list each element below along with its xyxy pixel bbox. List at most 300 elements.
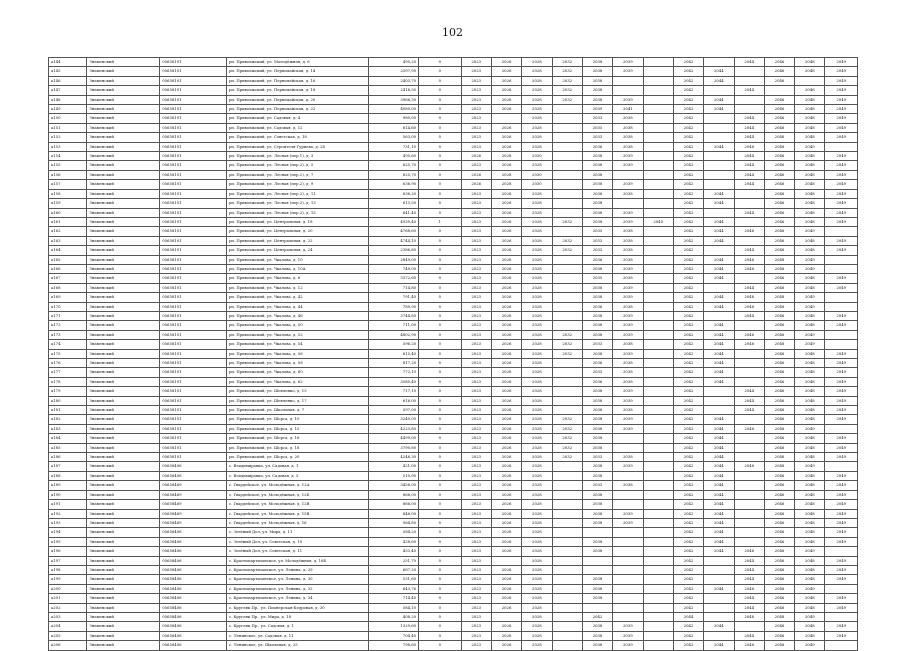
table-cell [613,603,643,612]
table-cell: 2028 [522,547,552,556]
table-cell: 2026 [491,368,521,377]
table-row [49,321,858,330]
table-cell: Знаменский [87,349,160,358]
table-cell: 714,80 [368,283,419,292]
table-cell: рп. Приволжский, ул. Центральная, д. 18 [226,217,368,226]
table-cell: рп. Приволжский, ул. Центральная, д. 24 [226,246,368,255]
table-cell: 2049 [825,631,858,640]
table-cell: 2048 [795,105,825,114]
table-cell: 2032 [552,67,582,76]
table-cell: Знаменский [87,283,160,292]
table-cell [613,500,643,509]
table-cell: 2044 [734,603,764,612]
table-cell: 0 [419,406,461,415]
table-cell: 2046 [764,406,794,415]
table-cell: 2023 [461,424,491,433]
table-row [49,283,858,292]
table-cell: 2026 [491,537,521,546]
table-cell: 510,90 [368,471,419,480]
table-cell [643,565,673,574]
table-cell: 2046 [764,123,794,132]
table-cell [491,556,521,565]
table-cell: 2046 [764,217,794,226]
table-cell: 2044 [704,453,734,462]
table-cell: 2042 [673,453,703,462]
table-cell: 0 [419,114,461,123]
table-cell: 2048 [795,603,825,612]
table-cell [613,575,643,584]
table-cell: 2049 [825,406,858,415]
table-cell: с. Гвардейское, ул. Молодёжная, д. 12А [226,481,368,490]
table-cell: с. Владимировка, ул. Садовая, д. 5 [226,471,368,480]
table-cell: 2042 [673,565,703,574]
table-cell: 2049 [825,481,858,490]
table-cell: 717,10 [368,387,419,396]
table-cell: 2046 [764,396,794,405]
table-cell: 05658101 [160,311,227,320]
table-cell: 2026 [491,283,521,292]
table-cell: 2048 [795,377,825,386]
table-cell: 2048 [795,217,825,226]
table-cell: 2026 [491,565,521,574]
table-cell: рп. Приволжский, ул. Советская, д. 18 [226,133,368,142]
table-cell: a158 [49,189,87,198]
table-cell: 2026 [491,133,521,142]
table-cell: 05658406 [160,556,227,565]
table-cell: 2038 [582,434,612,443]
table-cell: 2023 [461,330,491,339]
table-row [49,443,858,452]
table-cell: 2026 [491,453,521,462]
table-row [49,622,858,631]
table-cell: 2038 [582,199,612,208]
table-cell: 2028 [522,217,552,226]
table-cell [582,556,612,565]
table-cell: 2044 [704,481,734,490]
table-cell: 2046 [795,86,825,95]
table-cell: a203 [49,612,87,621]
table-cell: 05658101 [160,359,227,368]
table-cell: 2042 [673,86,703,95]
table-cell [643,170,673,179]
table-cell: 2042 [673,180,703,189]
table-cell: 2032 [552,236,582,245]
table-cell: 2044 [734,575,764,584]
table-cell [552,556,582,565]
table-cell: 2048 [764,641,794,650]
table-cell: 2039 [613,321,643,330]
table-cell: 2046 [734,340,764,349]
table-cell: 2023 [461,631,491,640]
table-cell: 2049 [825,396,858,405]
table-cell [825,547,858,556]
table-cell: 2049 [825,180,858,189]
table-cell: 2042 [673,490,703,499]
table-cell: 2048 [764,340,794,349]
table-cell: a173 [49,330,87,339]
table-cell: 2038 [582,58,612,67]
table-cell: 2048 [795,518,825,527]
table-cell [825,227,858,236]
table-cell: 596,20 [368,340,419,349]
table-cell: 2026 [491,95,521,104]
table-cell: 2042 [673,406,703,415]
table-cell: 0 [419,123,461,132]
table-cell [552,537,582,546]
table-cell: 2044 [704,537,734,546]
table-cell: 2044 [734,58,764,67]
table-cell: 2042 [673,133,703,142]
table-cell: 866,00 [368,490,419,499]
table-cell: 772,10 [368,368,419,377]
table-cell: Знаменский [87,603,160,612]
table-body [49,58,858,651]
table-cell: 2042 [673,481,703,490]
table-cell: 2046 [764,246,794,255]
table-cell: 2046 [734,330,764,339]
table-cell: 2038 [582,462,612,471]
table-cell: 2026 [491,76,521,85]
table-cell: 2049 [825,490,858,499]
table-cell: 2044 [704,199,734,208]
table-cell: 616,00 [368,396,419,405]
table-cell: 2048 [795,359,825,368]
table-cell [643,500,673,509]
table-cell: 2048 [795,575,825,584]
table-cell: 05658406 [160,537,227,546]
table-cell [491,114,521,123]
table-cell: 2046 [764,67,794,76]
table-cell: 2026 [491,481,521,490]
table-cell: 2028 [522,612,552,621]
table-cell: 0 [419,547,461,556]
table-cell: 2038 [582,424,612,433]
table-cell: 2046 [764,509,794,518]
table-cell: 05658101 [160,264,227,273]
table-cell: 2044 [704,321,734,330]
table-cell: рп. Приволжский, ул. Садовая, д. 4 [226,114,368,123]
table-cell [704,170,734,179]
table-cell: 0 [419,283,461,292]
table-cell: 2038 [582,217,612,226]
table-cell: 2042 [673,152,703,161]
table-cell: Знаменский [87,415,160,424]
table-cell: 2026 [491,584,521,593]
table-cell: 2036 [582,255,612,264]
table-cell: 2028 [522,565,552,574]
table-cell: Знаменский [87,105,160,114]
table-row [49,612,858,621]
table-cell: 2044 [704,641,734,650]
table-cell: 980,90 [368,114,419,123]
table-cell: рп. Приволжский, ул. Лесная (пер.2), д. 5 [226,161,368,170]
table-cell: 2038 [582,293,612,302]
table-cell: Знаменский [87,462,160,471]
table-cell: 2048 [795,565,825,574]
table-cell [734,509,764,518]
table-cell: 2038 [582,518,612,527]
table-cell: 2048 [795,189,825,198]
table-cell: 2042 [673,161,703,170]
table-cell [825,584,858,593]
table-row [49,377,858,386]
table-cell: a174 [49,340,87,349]
table-cell: 0 [419,180,461,189]
table-cell: 2023 [461,612,491,621]
table-cell [704,58,734,67]
table-cell: 2040 [643,217,673,226]
table-cell: 2042 [673,641,703,650]
table-cell: 2028 [522,255,552,264]
table-cell: 2023 [461,387,491,396]
table-cell: Знаменский [87,434,160,443]
table-cell: 2049 [825,274,858,283]
table-cell [552,603,582,612]
table-cell: 2042 [673,462,703,471]
table-cell: 2026 [491,227,521,236]
table-cell: 2044 [704,227,734,236]
table-cell: 2041 [613,105,643,114]
table-cell [643,434,673,443]
table-cell: 2026 [491,406,521,415]
table-cell: 05658406 [160,612,227,621]
table-cell: 0 [419,246,461,255]
table-cell [643,631,673,640]
table-cell: 2039 [613,424,643,433]
table-cell: 4080,00 [368,105,419,114]
table-cell: a164 [49,246,87,255]
table-cell: 2026 [491,490,521,499]
table-cell: 2028 [522,76,552,85]
table-cell: 0 [419,396,461,405]
table-row [49,406,858,415]
table-cell: Знаменский [87,227,160,236]
table-cell: 531,60 [368,575,419,584]
table-cell: 2048 [795,415,825,424]
table-cell: рп. Приволжский, ул. Центральная, д. 20 [226,227,368,236]
table-cell: 687,20 [368,565,419,574]
table-cell: с. Зелёный Дол, ул. Мира, д. 11 [226,528,368,537]
table-cell: 05658101 [160,114,227,123]
table-cell: 2028 [522,161,552,170]
table-cell: 05658101 [160,274,227,283]
table-cell: 2028 [522,424,552,433]
table-cell: a153 [49,142,87,151]
table-cell: 2028 [522,443,552,452]
table-cell [643,481,673,490]
table-row [49,631,858,640]
table-cell: 2044 [734,246,764,255]
table-cell: 2023 [461,603,491,612]
table-cell: 2048 [795,406,825,415]
table-cell: a197 [49,556,87,565]
table-cell [764,86,794,95]
table-cell: 2038 [613,340,643,349]
table-cell: Знаменский [87,490,160,499]
table-cell: 2036 [582,359,612,368]
table-cell: 2049 [825,528,858,537]
table-cell: 2048 [795,368,825,377]
table-cell: 2046 [764,556,794,565]
table-cell: 2042 [673,349,703,358]
table-cell: 428,60 [368,537,419,546]
table-cell: 2042 [673,537,703,546]
table-cell: 964,80 [368,518,419,527]
table-cell: 2038 [613,227,643,236]
table-cell: 2048 [795,387,825,396]
table-cell: 2028 [522,311,552,320]
table-cell: Знаменский [87,302,160,311]
table-cell: 2042 [673,594,703,603]
table-cell: 2028 [522,274,552,283]
table-cell: 2023 [461,481,491,490]
table-cell: a145 [49,67,87,76]
table-cell: Знаменский [87,274,160,283]
table-cell: 2049 [825,95,858,104]
table-cell: a144 [49,58,87,67]
table-cell: 2038 [582,152,612,161]
table-cell: 2028 [522,603,552,612]
table-cell: Знаменский [87,86,160,95]
table-cell: 2023 [461,199,491,208]
table-cell [552,547,582,556]
table-cell [613,547,643,556]
table-cell: рп. Приволжский, ул. Чкалова, д. 62 [226,377,368,386]
table-cell: 2049 [825,537,858,546]
table-cell: a175 [49,349,87,358]
table-cell: 2039 [613,641,643,650]
table-cell: 2038 [613,274,643,283]
table-cell: 2028 [522,189,552,198]
table-cell: рп. Приволжский, ул. Лесная (пер.2), д. 13 [226,199,368,208]
table-cell: a170 [49,302,87,311]
table-cell [704,123,734,132]
table-cell: 05658469 [160,500,227,509]
table-cell: 2038 [582,443,612,452]
table-cell: 2042 [673,359,703,368]
table-cell: 495,60 [368,152,419,161]
table-cell: 2042 [673,584,703,593]
table-cell: 0 [419,490,461,499]
table-cell: 2049 [825,377,858,386]
table-cell: 2048 [795,528,825,537]
table-cell: 2049 [825,565,858,574]
table-cell: 2026 [461,170,491,179]
table-cell: 643,76 [368,584,419,593]
table-cell: Знаменский [87,340,160,349]
table-cell: 2023 [461,255,491,264]
table-row [49,462,858,471]
table-cell [552,302,582,311]
table-cell: 05658101 [160,387,227,396]
table-cell: 4939,40 [368,217,419,226]
table-cell [734,377,764,386]
table-cell: 2042 [673,471,703,480]
table-cell [643,199,673,208]
table-cell: Знаменский [87,133,160,142]
table-cell: 2046 [734,264,764,273]
table-cell: a155 [49,161,87,170]
table-cell: 2023 [461,509,491,518]
table-cell [643,612,673,621]
table-cell: 2046 [764,161,794,170]
table-cell: 0 [419,95,461,104]
table-cell: 0 [419,509,461,518]
table-row [49,302,858,311]
table-cell [734,622,764,631]
table-cell: 2044 [704,424,734,433]
table-cell [643,76,673,85]
table-cell [552,123,582,132]
table-cell [552,612,582,621]
table-cell: 2046 [764,368,794,377]
table-cell: 2048 [764,424,794,433]
table-cell: 584,10 [368,603,419,612]
table-cell: 2028 [522,142,552,151]
table-cell [552,114,582,123]
table-cell: 2046 [764,575,794,584]
table-cell: 2042 [673,236,703,245]
table-cell: 05658101 [160,377,227,386]
table-cell: Знаменский [87,537,160,546]
table-cell: 251,70 [368,556,419,565]
table-cell: 2023 [461,565,491,574]
table-cell [704,86,734,95]
table-cell [552,133,582,142]
table-cell: 0 [419,264,461,273]
table-cell: 2023 [461,208,491,217]
table-cell: рп. Приволжский, ул. Лесная (пер.1), д. 3 [226,152,368,161]
table-cell: a159 [49,199,87,208]
table-cell: 2049 [825,359,858,368]
table-cell: 2049 [825,246,858,255]
table-cell [582,565,612,574]
table-cell: 2044 [704,349,734,358]
table-cell [643,518,673,527]
table-cell [552,575,582,584]
table-cell: 05658101 [160,170,227,179]
table-cell [734,415,764,424]
table-cell: 2046 [764,321,794,330]
table-cell: 2032 [552,86,582,95]
table-cell: a167 [49,274,87,283]
table-cell: 2039 [613,330,643,339]
table-cell [643,311,673,320]
table-cell: 2028 [522,114,552,123]
table-cell: рп. Приволжский, ул. Первомайская, д. 16 [226,76,368,85]
table-cell [704,565,734,574]
table-cell [825,340,858,349]
table-cell: 05658406 [160,528,227,537]
table-cell: 2023 [461,302,491,311]
table-cell: 2038 [582,396,612,405]
table-cell: Знаменский [87,509,160,518]
table-cell: 0 [419,575,461,584]
table-cell: 2028 [522,481,552,490]
table-cell: 2026 [491,330,521,339]
table-cell: 2023 [461,434,491,443]
table-cell: 2023 [461,264,491,273]
table-cell: a166 [49,264,87,273]
table-cell [643,114,673,123]
table-cell: 0 [419,518,461,527]
table-cell [643,556,673,565]
table-cell: 2048 [795,349,825,358]
table-cell: 2049 [825,594,858,603]
table-cell: 2049 [825,114,858,123]
table-cell: 749,00 [368,264,419,273]
table-cell: рп. Приволжский, ул. Чкалова, д. 58 [226,359,368,368]
